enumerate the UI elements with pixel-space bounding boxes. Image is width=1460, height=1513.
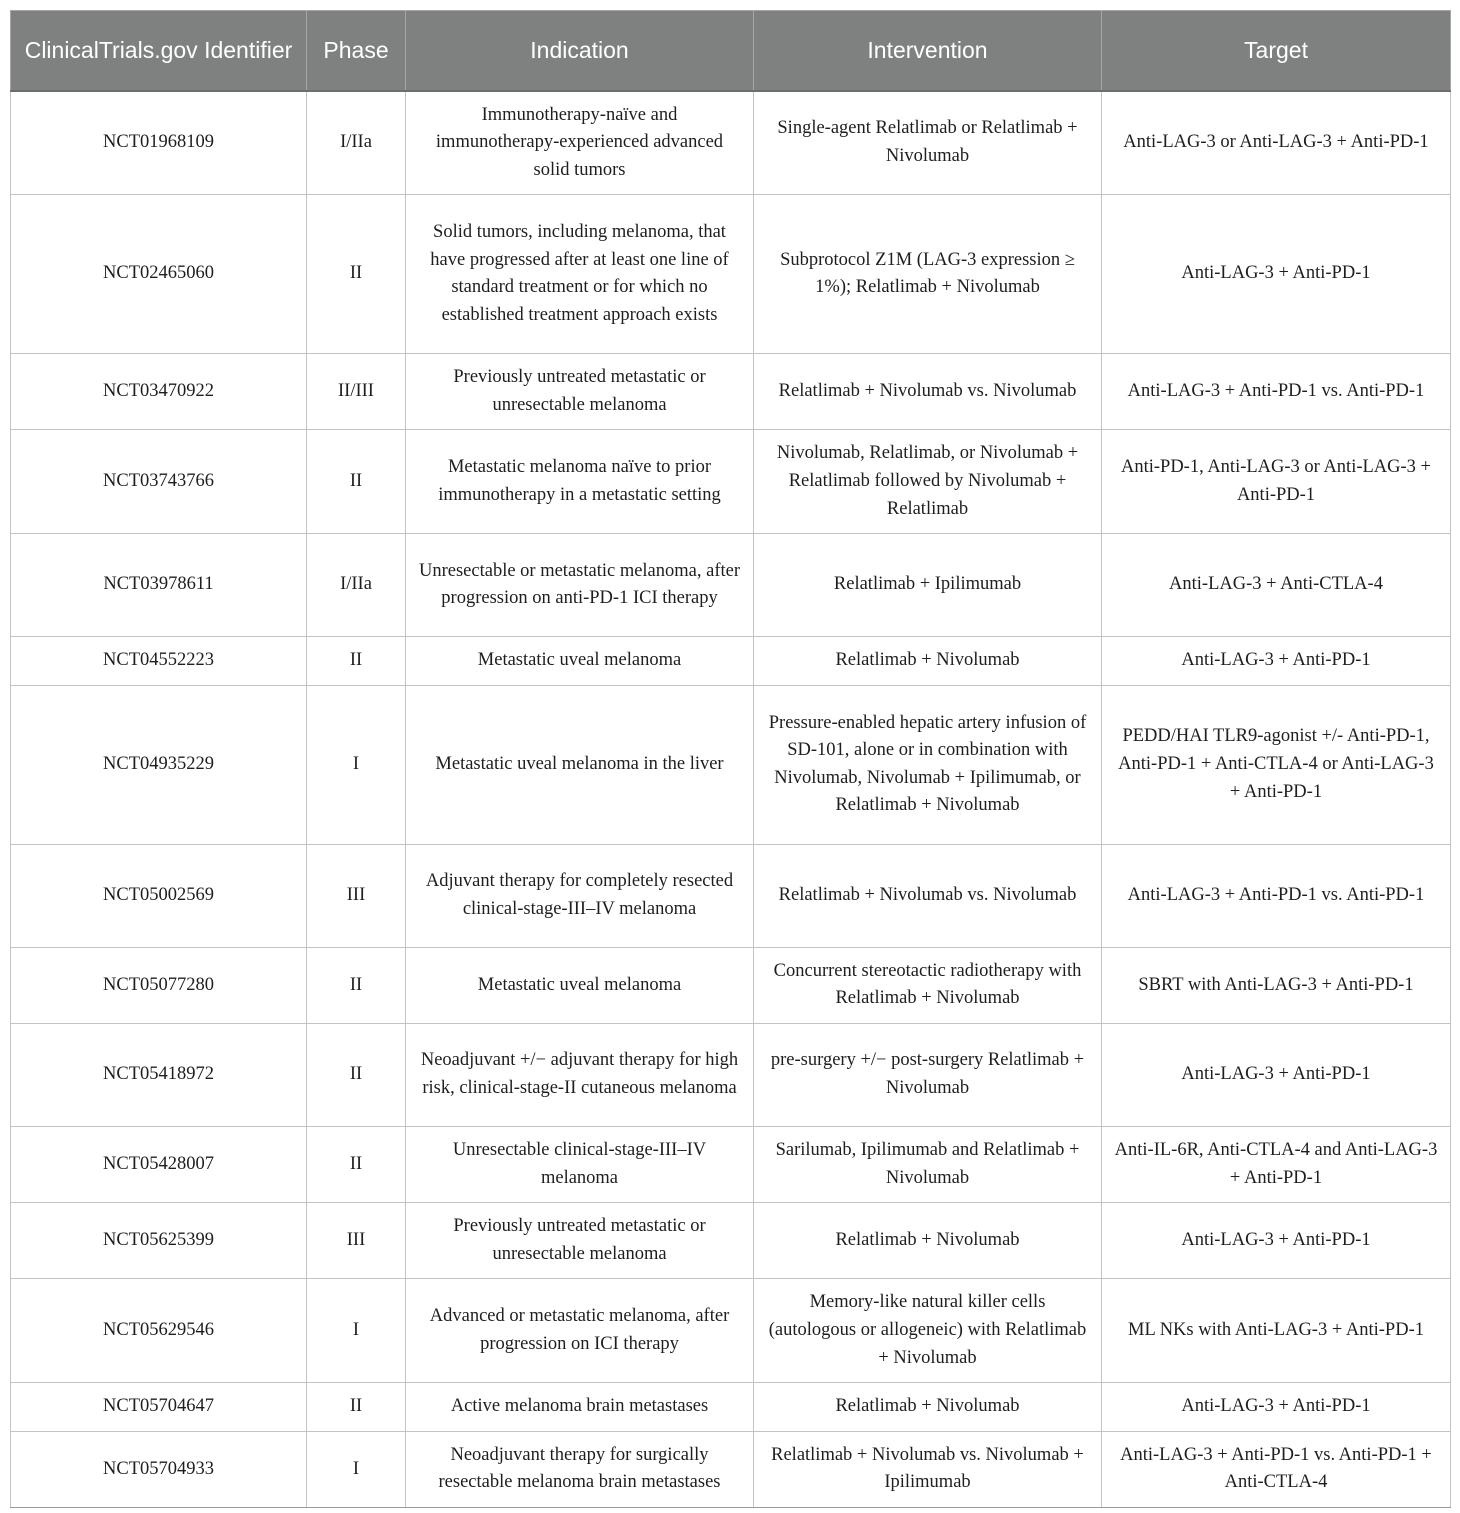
cell-indication: Advanced or metastatic melanoma, after progression on ICI therapy	[406, 1279, 754, 1383]
cell-indication: Adjuvant therapy for completely resected clinical-stage-III–IV melanoma	[406, 844, 754, 947]
cell-intervention: Subprotocol Z1M (LAG-3 expression ≥ 1%); Relatlimab + Nivolumab	[754, 195, 1102, 354]
header-indication: Indication	[406, 11, 754, 91]
table-row	[11, 195, 1451, 354]
cell-target: Anti-LAG-3 + Anti-PD-1	[1102, 1203, 1451, 1279]
table-row	[11, 1383, 1451, 1432]
cell-indication: Metastatic uveal melanoma	[406, 637, 754, 686]
cell-indication: Previously untreated metastatic or unresectable melanoma	[406, 1203, 754, 1279]
table-row	[11, 1024, 1451, 1127]
cell-phase: II	[307, 195, 406, 354]
cell-phase: III	[307, 1203, 406, 1279]
cell-intervention: pre-surgery +/− post-surgery Relatlimab + Nivolumab	[754, 1024, 1102, 1127]
cell-intervention: Memory-like natural killer cells (autologous or allogeneic) with Relatlimab + Nivolumab	[754, 1279, 1102, 1383]
cell-intervention: Relatlimab + Nivolumab vs. Nivolumab	[754, 844, 1102, 947]
cell-phase: I	[307, 1431, 406, 1507]
cell-phase: I/IIa	[307, 91, 406, 195]
cell-identifier: NCT04935229	[11, 685, 307, 844]
cell-identifier: NCT05629546	[11, 1279, 307, 1383]
cell-intervention: Relatlimab + Nivolumab	[754, 637, 1102, 686]
cell-target: Anti-LAG-3 + Anti-PD-1 vs. Anti-PD-1	[1102, 844, 1451, 947]
cell-target: Anti-LAG-3 + Anti-PD-1 vs. Anti-PD-1 + Anti-CTLA-4	[1102, 1431, 1451, 1507]
cell-indication: Solid tumors, including melanoma, that have progressed after at least one line of standard treatment or for which no established treatment approach exists	[406, 195, 754, 354]
cell-indication: Neoadjuvant therapy for surgically resectable melanoma brain metastases	[406, 1431, 754, 1507]
cell-identifier: NCT03978611	[11, 534, 307, 637]
table-row	[11, 637, 1451, 686]
table-row	[11, 685, 1451, 844]
cell-indication: Metastatic uveal melanoma in the liver	[406, 685, 754, 844]
cell-identifier: NCT05418972	[11, 1024, 307, 1127]
cell-target: ML NKs with Anti-LAG-3 + Anti-PD-1	[1102, 1279, 1451, 1383]
table-row	[11, 1431, 1451, 1507]
cell-intervention: Relatlimab + Nivolumab	[754, 1203, 1102, 1279]
cell-intervention: Relatlimab + Ipilimumab	[754, 534, 1102, 637]
cell-identifier: NCT04552223	[11, 637, 307, 686]
header-phase: Phase	[307, 11, 406, 91]
cell-identifier: NCT05704647	[11, 1383, 307, 1432]
cell-target: Anti-LAG-3 + Anti-CTLA-4	[1102, 534, 1451, 637]
header-target: Target	[1102, 11, 1451, 91]
cell-indication: Neoadjuvant +/− adjuvant therapy for high risk, clinical-stage-II cutaneous melanoma	[406, 1024, 754, 1127]
cell-intervention: Relatlimab + Nivolumab	[754, 1383, 1102, 1432]
cell-indication: Immunotherapy-naïve and immunotherapy-experienced advanced solid tumors	[406, 91, 754, 195]
table-body	[11, 91, 1451, 1508]
cell-phase: I/IIa	[307, 534, 406, 637]
cell-indication: Unresectable clinical-stage-III–IV melanoma	[406, 1127, 754, 1203]
cell-target: Anti-LAG-3 + Anti-PD-1	[1102, 1024, 1451, 1127]
cell-indication: Active melanoma brain metastases	[406, 1383, 754, 1432]
cell-target: SBRT with Anti-LAG-3 + Anti-PD-1	[1102, 947, 1451, 1023]
table-row	[11, 91, 1451, 195]
cell-target: Anti-LAG-3 + Anti-PD-1 vs. Anti-PD-1	[1102, 354, 1451, 430]
cell-phase: II	[307, 637, 406, 686]
cell-identifier: NCT03470922	[11, 354, 307, 430]
table-row	[11, 1127, 1451, 1203]
cell-identifier: NCT05625399	[11, 1203, 307, 1279]
cell-target: Anti-LAG-3 + Anti-PD-1	[1102, 195, 1451, 354]
table-row	[11, 534, 1451, 637]
cell-identifier: NCT05077280	[11, 947, 307, 1023]
cell-identifier: NCT03743766	[11, 430, 307, 534]
cell-phase: III	[307, 844, 406, 947]
cell-intervention: Relatlimab + Nivolumab vs. Nivolumab	[754, 354, 1102, 430]
cell-identifier: NCT05428007	[11, 1127, 307, 1203]
cell-phase: I	[307, 1279, 406, 1383]
cell-intervention: Pressure-enabled hepatic artery infusion of SD-101, alone or in combination with Nivolumab, Nivolumab + Ipilimumab, or Relatlimab + Nivolumab	[754, 685, 1102, 844]
cell-intervention: Concurrent stereotactic radiotherapy with Relatlimab + Nivolumab	[754, 947, 1102, 1023]
cell-target: Anti-LAG-3 + Anti-PD-1	[1102, 1383, 1451, 1432]
cell-phase: II	[307, 430, 406, 534]
table-row	[11, 1279, 1451, 1383]
table-row	[11, 354, 1451, 430]
cell-identifier: NCT02465060	[11, 195, 307, 354]
cell-intervention: Single-agent Relatlimab or Relatlimab + Nivolumab	[754, 91, 1102, 195]
cell-target: Anti-PD-1, Anti-LAG-3 or Anti-LAG-3 + Anti-PD-1	[1102, 430, 1451, 534]
cell-phase: II	[307, 1024, 406, 1127]
table-row	[11, 1203, 1451, 1279]
cell-indication: Metastatic melanoma naïve to prior immunotherapy in a metastatic setting	[406, 430, 754, 534]
table-row	[11, 947, 1451, 1023]
header-row	[11, 11, 1451, 91]
cell-indication: Metastatic uveal melanoma	[406, 947, 754, 1023]
cell-indication: Unresectable or metastatic melanoma, after progression on anti-PD-1 ICI therapy	[406, 534, 754, 637]
cell-phase: II	[307, 947, 406, 1023]
cell-target: Anti-IL-6R, Anti-CTLA-4 and Anti-LAG-3 + Anti-PD-1	[1102, 1127, 1451, 1203]
cell-intervention: Nivolumab, Relatlimab, or Nivolumab + Relatlimab followed by Nivolumab + Relatlimab	[754, 430, 1102, 534]
cell-identifier: NCT05002569	[11, 844, 307, 947]
cell-phase: I	[307, 685, 406, 844]
clinical-trials-table-container	[10, 10, 1450, 1508]
cell-target: Anti-LAG-3 + Anti-PD-1	[1102, 637, 1451, 686]
table-row	[11, 430, 1451, 534]
header-intervention: Intervention	[754, 11, 1102, 91]
cell-target: Anti-LAG-3 or Anti-LAG-3 + Anti-PD-1	[1102, 91, 1451, 195]
cell-phase: II	[307, 1383, 406, 1432]
cell-phase: II/III	[307, 354, 406, 430]
header-identifier: ClinicalTrials.gov Identifier	[11, 11, 307, 91]
table-header	[11, 11, 1451, 91]
cell-indication: Previously untreated metastatic or unresectable melanoma	[406, 354, 754, 430]
cell-identifier: NCT01968109	[11, 91, 307, 195]
cell-target: PEDD/HAI TLR9-agonist +/- Anti-PD-1, Anti-PD-1 + Anti-CTLA-4 or Anti-LAG-3 + Anti-PD-1	[1102, 685, 1451, 844]
cell-intervention: Relatlimab + Nivolumab vs. Nivolumab + Ipilimumab	[754, 1431, 1102, 1507]
cell-intervention: Sarilumab, Ipilimumab and Relatlimab + Nivolumab	[754, 1127, 1102, 1203]
table-row	[11, 844, 1451, 947]
clinical-trials-table	[10, 10, 1451, 1508]
cell-identifier: NCT05704933	[11, 1431, 307, 1507]
cell-phase: II	[307, 1127, 406, 1203]
